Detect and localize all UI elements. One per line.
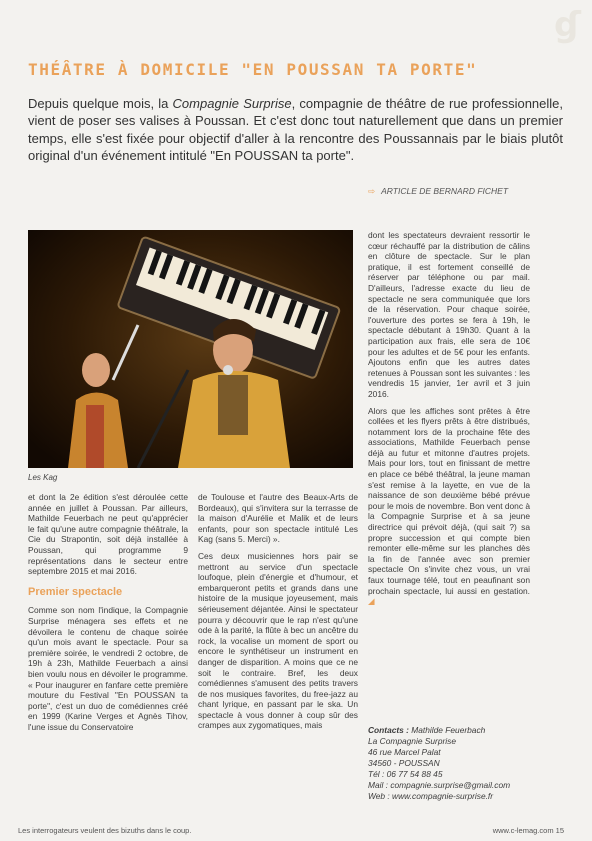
paragraph: Comme son nom l'indique, la Compagnie Surprise ménagera ses effets et ne dévoilera le contenu de chaque soirée qu'un mois avant le spectacle. Pour sa première soirée, le vendredi 2 octobre, de 19h à 23h, Mathilde Feuerbach a ainsi bien voulu nous en dévoiler le programme. « Pour inaugurer en fanfare cette première mouture du Festival "En POUSSAN ta porte", c'est un duo de comédiennes créé en 1999 (Karine Verges et Agnès Tihov, l'une issue du Conservatoire [28,605,188,732]
paragraph: Ces deux musiciennes hors pair se mettront au service d'un spectacle loufoque, plein d'énergie et d'humour, et embarqueront petits et grands dans une histoire de la musique joyeusement, mais sérieusement déjantée. Ainsi le spectateur pourra y découvrir que le rap n'est qu'une ode à la parité, la flûte à bec un ancêtre du rock, la vocalise un moment de sport ou encore le synthétiseur un instrument en danger de disparition. A moins que ce ne soit le contraire. Bref, les deux comédiennes s'amusent des petits travers de nos musiques favorites, du free-jazz au chant lyrique, en passant par le ska. Un spectacle à vous donner à coup sûr des crampes aux zygomatiques, mais [198,550,358,731]
column-1 [28,492,188,738]
end-of-article-icon: ◢ [368,596,375,607]
paragraph: dont les spectateurs devraient ressortir le cœur réchauffé par la distribution de câlins en clôture de spectacle. Sur le plan pratique, il est fortement conseillé de réserver par téléphone ou par mail. D'ailleurs, l'adresse exacte du lieu de spectacle ne sera communiquée que lors de la réservation. Pour chaque soirée, l'ouverture des portes se fera à 19h, le spectacle débutant à 19h30. Quant à la participation aux frais, elle sera de 10€ pour les adultes et de 5€ pour les enfants. Ajoutons enfin que les autres dates retenues à Poussan sont les suivantes : les vendredis 15 janvier, 1er avril et 3 juin 2016. [368,230,530,399]
contact-website[interactable]: Web : www.compagnie-surprise.fr [368,791,494,801]
footer-site-page: www.c-lemag.com 15 [492,826,564,835]
magazine-logo-mark: ɠ [554,5,581,45]
article-title: THÉÂTRE À DOMICILE "EN POUSSAN TA PORTE" [28,60,478,79]
subheading: Premier spectacle [28,585,123,598]
article-lead: Depuis quelque mois, la Compagnie Surprise, compagnie de théâtre de rue professionnelle, vient de poser ses valises à Poussan. Et c'est donc tout naturellement que dans un premier temps, elle s'est fixée pour objectif d'aller à la rencontre des Poussannais par le biais plutôt original d'un événement intitulé "En POUSSAN ta porte". [28,96,564,164]
byline: ⇨ ARTICLE DE BERNARD FICHET [368,186,509,196]
article-photo [28,230,353,468]
paragraph: et dont la 2e édition s'est déroulée cette année en juillet à Poussan. Par ailleurs, Mathilde Feuerbach ne peut qu'apprécier le fait qu'une autre compagnie théâtrale, la Cie du Strapontin, soit déjà installée à Poussan, qui programme 9 représentations dans le secteur entre septembre 2015 et mai 2016. [28,492,188,577]
arrow-right-icon: ⇨ [368,186,376,196]
photo-caption: Les Kag [28,473,58,482]
contact-email[interactable]: Mail : compagnie.surprise@gmail.com [368,780,511,790]
column-2 [198,492,358,737]
contacts-box: Contacts : Mathilde Feuerbach La Compagnie Surprise 46 rue Marcel Palat 34560 - POUSSAN Tél : 06 77 54 88 45 Mail : compagnie.surprise@gmail.com Web : www.compagnie-surprise.fr [368,725,548,802]
footer-tagline: Les interrogateurs veulent des bizuths dans le coup. [18,826,192,835]
column-3 [368,230,530,613]
contact-phone: Tél : 06 77 54 88 45 [368,769,443,779]
paragraph: de Toulouse et l'autre des Beaux-Arts de Bordeaux), qui s'invitera sur la terrasse de la maison d'Aurélie et Malik et de leurs enfants, pour son spectacle intitulé Les Kag (sans 5. Merci) ». [198,492,358,545]
paragraph: Alors que les affiches sont prêtes à être collées et les flyers prêts à être distribués, notamment lors de la prochaine fête des associations, Mathilde Feuerbach pense déjà au futur et mitonne d'autres projets. Mais pour lors, tout en finissant de mettre en place ce bébé théâtral, la jeune maman s'est remise à la layette, en vue de la naissance de son deuxième bébé prévue pour le mois de novembre. Bon vent donc à la Compagnie Surprise et à sa jeune directrice qui prévoit déjà, (qui sait ?) sa propre succession et qui compte bien remonter elle-même sur les planches dès la fin de l'année avec son premier spectacle On s'invite chez vous, un vrai faux tournage télé, tout en peaufinant son prochain spectacle, lui aussi en gestation. ◢ [368,405,531,607]
